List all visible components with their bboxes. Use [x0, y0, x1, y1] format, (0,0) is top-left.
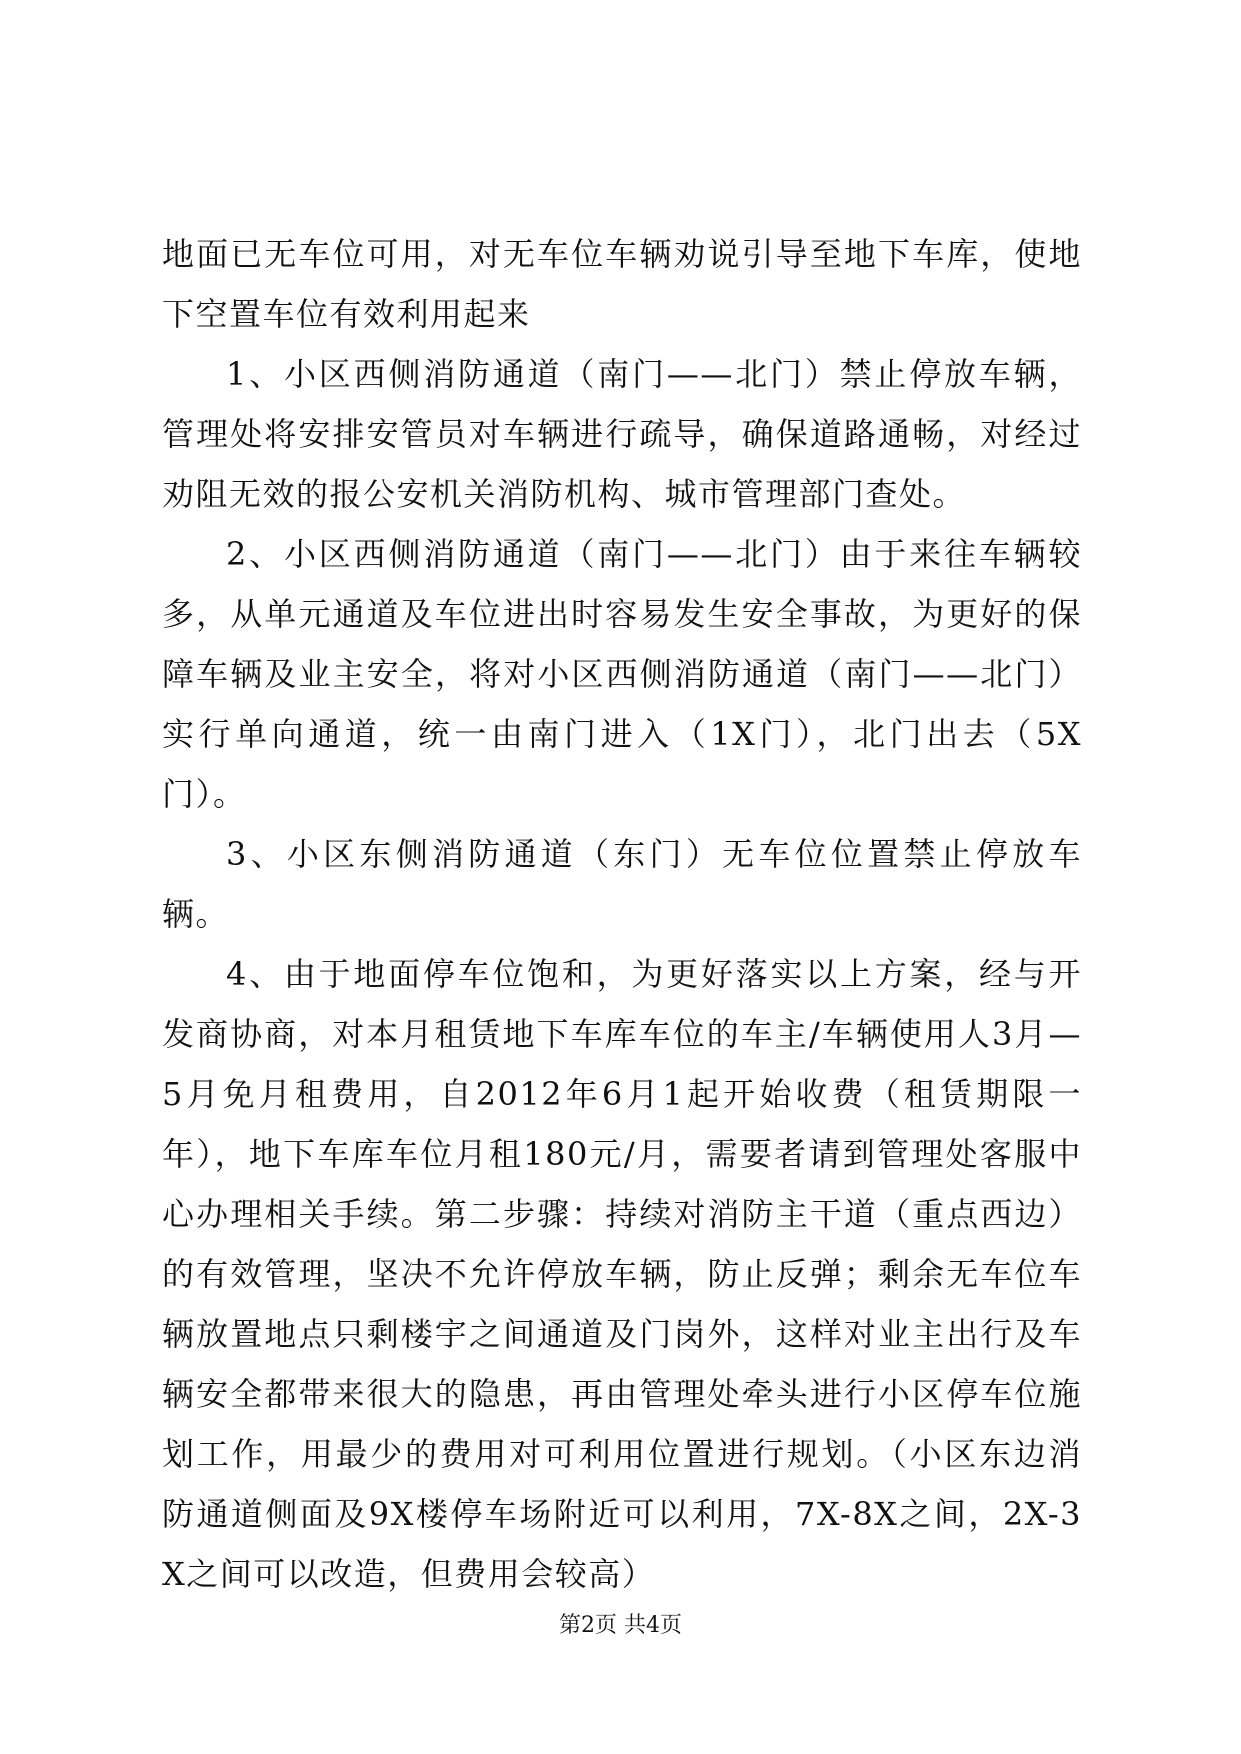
document-body — [162, 224, 1082, 1604]
paragraph-item-3: 3、小区东侧消防通道（东门）无车位位置禁止停放车辆。 — [162, 835, 1082, 933]
page-number-footer: 第2页 共4页 — [559, 1613, 682, 1638]
paragraph-item-2: 2、小区西侧消防通道（南门——北门）由于来往车辆较多，从单元通道及车位进出时容易发生安全事故，为更好的保障车辆及业主安全，将对小区西侧消防通道（南门——北门）实行单向通道，统一由南门进入（1X门），北门出去（5X门）。 — [162, 535, 1082, 813]
paragraph-item-4: 4、由于地面停车位饱和，为更好落实以上方案，经与开发商协商，对本月租赁地下车库车位的车主/车辆使用人3月—5月免月租费用，自2012年6月1起开始收费（租赁期限一年），地下车库车位月租180元/月，需要者请到管理处客服中心办理相关手续。第二步骤：持续对消防主干道（重点西边）的有效管理，坚决不允许停放车辆，防止反弹；剩余无车位车辆放置地点只剩楼宇之间通道及门岗外，这样对业主出行及车辆安全都带来很大的隐患，再由管理处牵头进行小区停车位施划工作，用最少的费用对可利用位置进行规划。（小区东边消防通道侧面及9X楼停车场附近可以利用，7X-8X之间，2X-3X之间可以改造，但费用会较高） — [162, 955, 1082, 1593]
paragraph-item-1: 1、小区西侧消防通道（南门——北门）禁止停放车辆，管理处将安排安管员对车辆进行疏导，确保道路通畅，对经过劝阻无效的报公安机关消防机构、城市管理部门查处。 — [162, 355, 1082, 513]
paragraph-continuation: 地面已无车位可用，对无车位车辆劝说引导至地下车库，使地下空置车位有效利用起来 — [162, 235, 1082, 333]
